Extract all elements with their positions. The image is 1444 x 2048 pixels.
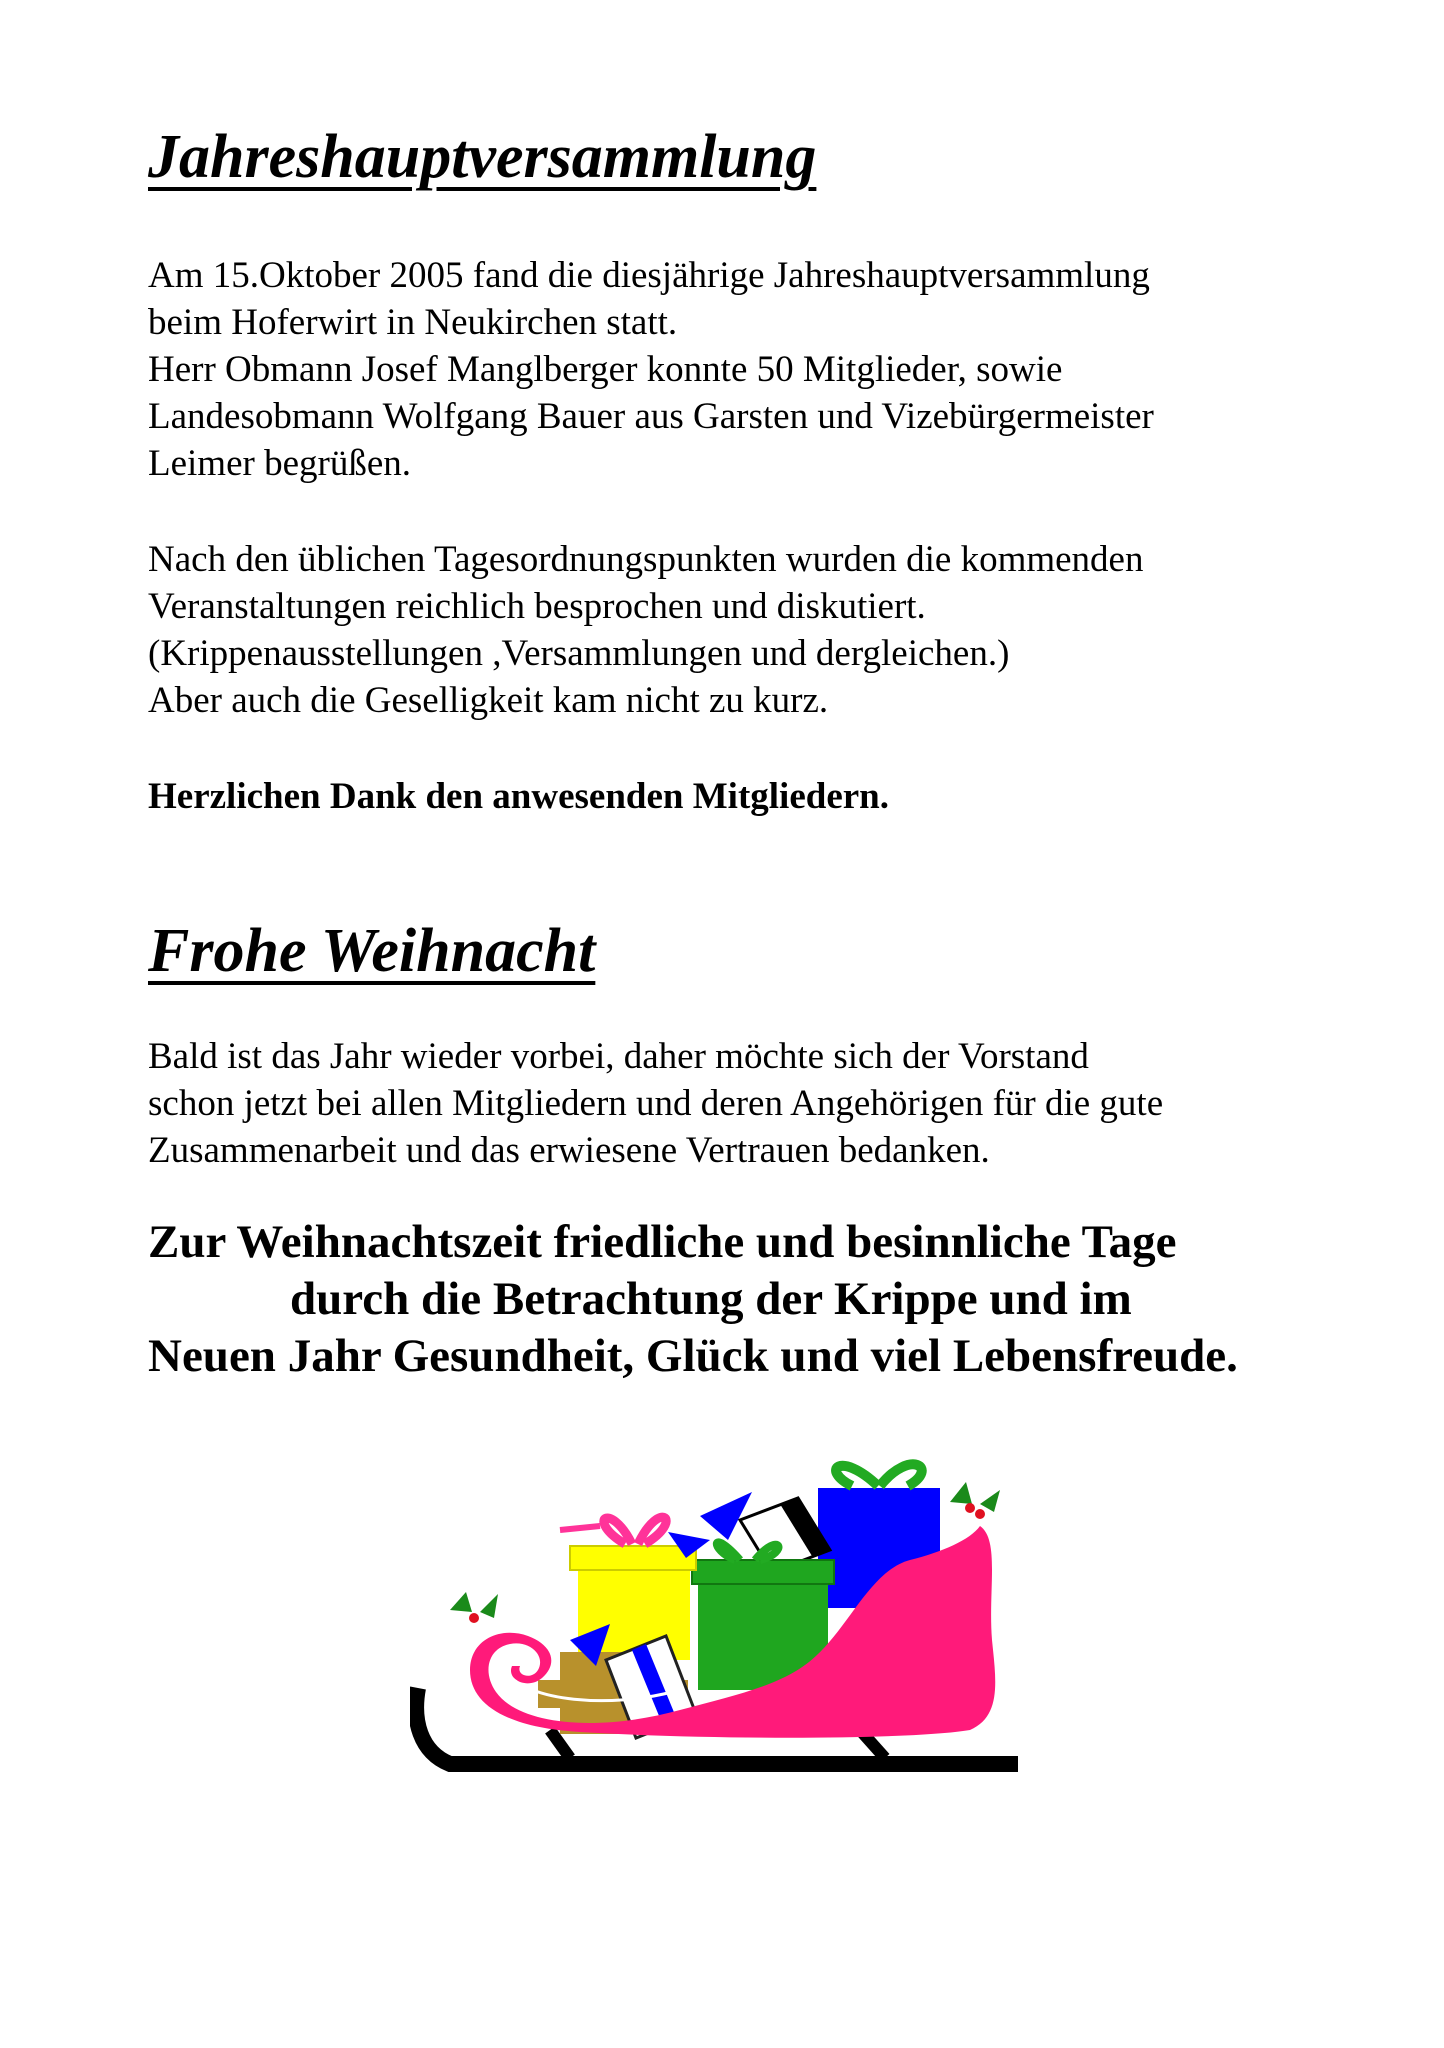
christmas-wish [148, 1214, 1238, 1385]
section-heading-jahreshauptversammlung: Jahreshauptversammlung [148, 123, 817, 191]
wish-line: Neuen Jahr Gesundheit, Glück und viel Lebensfreude. [148, 1330, 1238, 1382]
text-line: Herr Obmann Josef Manglberger konnte 50 Mitglieder, sowie [148, 349, 1063, 390]
text-line: Leimer begrüßen. [148, 443, 411, 484]
paragraph-christmas-greeting [148, 1033, 1163, 1174]
holly-left [450, 1592, 498, 1623]
text-line: Aber auch die Geselligkeit kam nicht zu kurz. [148, 680, 829, 721]
text-line: Landesobmann Wolfgang Bauer aus Garsten und Vizebürgermeister [148, 396, 1154, 437]
sleigh-illustration [410, 1440, 1030, 1800]
holly-right [950, 1482, 1000, 1519]
paragraph-agenda [148, 536, 1143, 724]
text-line: Zusammenarbeit und das erwiesene Vertrauen bedanken. [148, 1130, 990, 1171]
text-line: Bald ist das Jahr wieder vorbei, daher möchte sich der Vorstand [148, 1036, 1089, 1077]
thanks-line: Herzlichen Dank den anwesenden Mitgliedern. [148, 776, 890, 817]
wish-line: Zur Weihnachtszeit friedliche und besinnliche Tage [148, 1216, 1177, 1268]
text-line: Am 15.Oktober 2005 fand die diesjährige Jahreshauptversammlung [148, 255, 1150, 296]
paragraph-meeting-report [148, 252, 1154, 487]
text-line: Nach den üblichen Tagesordnungspunkten wurden die kommenden [148, 539, 1144, 580]
gift-blue-ribbon [668, 1492, 752, 1558]
wish-line: durch die Betrachtung der Krippe und im [290, 1273, 1132, 1325]
text-line: Veranstaltungen reichlich besprochen und diskutiert. [148, 586, 926, 627]
text-line: schon jetzt bei allen Mitgliedern und deren Angehörigen für die gute [148, 1083, 1164, 1124]
section-heading-frohe-weihnacht: Frohe Weihnacht [148, 917, 596, 985]
text-line: (Krippenausstellungen ,Versammlungen und dergleichen.) [148, 633, 1010, 674]
text-line: beim Hoferwirt in Neukirchen statt. [148, 302, 678, 343]
